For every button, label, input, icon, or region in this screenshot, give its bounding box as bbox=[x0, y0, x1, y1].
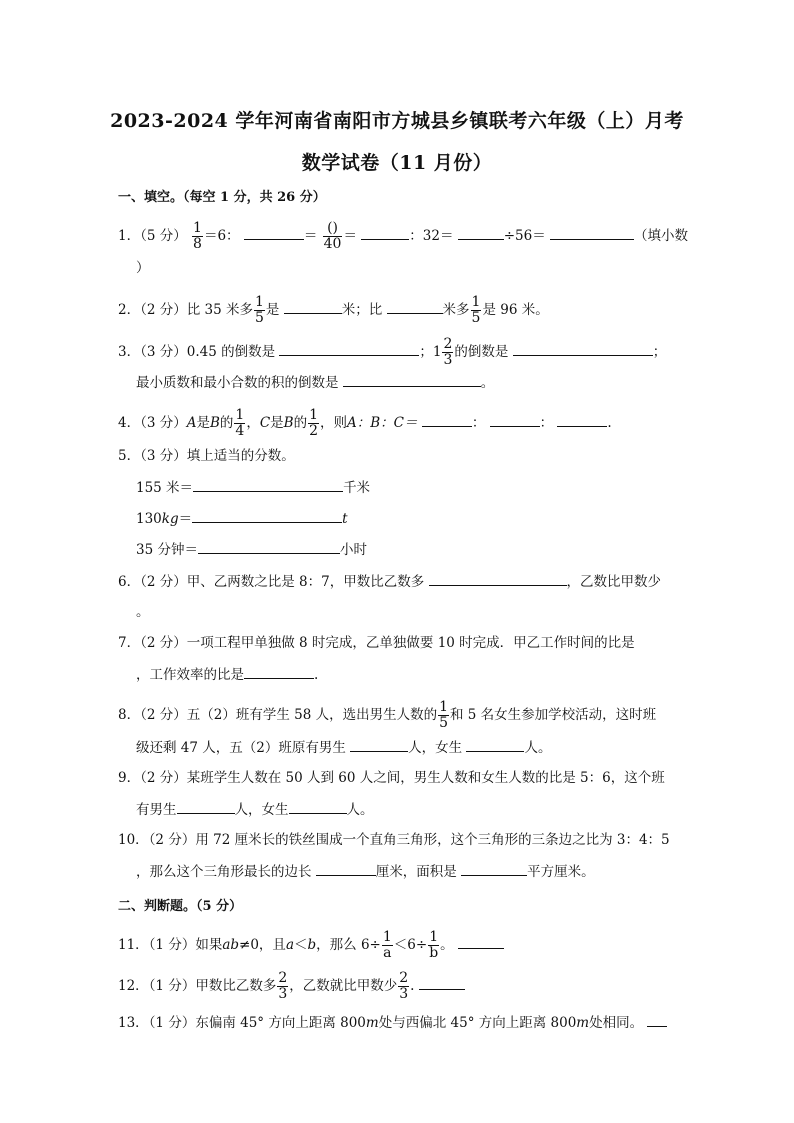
exam-title-line2: 数学试卷（11 月份） bbox=[301, 152, 493, 174]
answer-blank[interactable] bbox=[419, 975, 465, 990]
question-8: 8．（2 分）五（2）班有学生 58 人，选出男生人数的 $\frac{1}{5}$ 和 5 名女生参加学校活动，这时班 bbox=[118, 699, 657, 731]
answer-blank[interactable] bbox=[279, 341, 419, 356]
answer-blank[interactable] bbox=[284, 299, 342, 314]
answer-blank[interactable] bbox=[461, 861, 527, 876]
answer-blank[interactable] bbox=[361, 225, 409, 240]
answer-blank[interactable] bbox=[387, 299, 443, 314]
question-1-cont: ） bbox=[136, 260, 150, 276]
question-11: 11．（1 分）如果ab≠0，且a＜b，那么 6÷ $\frac{1}{a}$ ＜6÷ $\frac{1}{b}$ 。 bbox=[118, 930, 504, 961]
answer-blank[interactable] bbox=[350, 737, 408, 752]
question-6-cont: 。 bbox=[136, 604, 150, 620]
question-7-cont: ，工作效率的比是 . bbox=[136, 664, 318, 685]
question-10-cont: ，那么这个三角形最长的边长 厘米，面积是 平方厘米。 bbox=[136, 861, 595, 882]
answer-blank[interactable] bbox=[422, 412, 472, 427]
question-2: 2．（2 分）比 35 米多 $\frac{1}{5}$ 是 米；比 米多 $\frac{1}{5}$ 是 96 米。 bbox=[118, 294, 549, 326]
question-7: 7．（2 分）一项工程甲单独做 8 时完成，乙单独做要 10 时完成．甲乙工作时间的比是 bbox=[118, 635, 635, 651]
question-score: （5 分） bbox=[140, 228, 187, 244]
question-5-row3: 35 分钟＝ 小时 bbox=[136, 539, 367, 560]
fraction: $\frac{1}{8}$ bbox=[193, 220, 202, 252]
answer-blank[interactable] bbox=[458, 934, 504, 949]
fraction: $\frac{1}{5}$ bbox=[255, 294, 264, 326]
answer-blank[interactable] bbox=[557, 412, 607, 427]
question-8-cont: 级还剩 47 人，五（2）班原有男生 人，女生 人。 bbox=[136, 737, 551, 758]
answer-blank[interactable] bbox=[647, 1012, 667, 1027]
question-1: 1．（5 分） $\frac{1}{8}$ ＝6： ＝ $\frac{()}{40}$ ＝ ：32＝ ÷56＝ （填小数 bbox=[118, 220, 689, 252]
answer-blank[interactable] bbox=[550, 225, 634, 240]
question-13: 13．（1 分）东偏南 45° 方向上距离 800m处与西偏北 45° 方向上距离 800m处相同。 bbox=[118, 1012, 667, 1033]
question-10: 10．（2 分）用 72 厘米长的铁丝围成一个直角三角形，这个三角形的三条边之比为 3：4：5 bbox=[118, 832, 670, 848]
question-5-row2: 130kg＝ t bbox=[136, 508, 348, 529]
question-6: 6．（2 分）甲、乙两数之比是 8：7，甲数比乙数多 ，乙数比甲数少 bbox=[118, 571, 661, 592]
section-fill-in-heading: 一、填空。（每空 1 分，共 26 分） bbox=[118, 190, 326, 205]
question-3: 3．（3 分）0.45 的倒数是 ；1 $\frac{2}{3}$ 的倒数是 ； bbox=[118, 336, 667, 368]
answer-blank[interactable] bbox=[244, 225, 304, 240]
answer-blank[interactable] bbox=[316, 861, 376, 876]
fraction: $\frac{1}{a}$ bbox=[382, 929, 392, 961]
question-number: 1． bbox=[118, 228, 141, 244]
answer-blank[interactable] bbox=[490, 412, 540, 427]
question-4: 4．（3 分）A是B的 $\frac{1}{4}$ ，C是B的 $\frac{1}{2}$ ，则A：B：C＝ ： ： . bbox=[118, 407, 612, 439]
answer-blank[interactable] bbox=[177, 799, 235, 814]
question-9-cont: 有男生 人，女生 人。 bbox=[136, 799, 374, 820]
answer-blank[interactable] bbox=[192, 508, 342, 523]
answer-blank[interactable] bbox=[429, 571, 567, 586]
fraction: $\frac{1}{4}$ bbox=[235, 407, 245, 439]
answer-blank[interactable] bbox=[458, 225, 504, 240]
answer-blank[interactable] bbox=[343, 372, 481, 387]
question-9: 9．（2 分）某班学生人数在 50 人到 60 人之间，男生人数和女生人数的比是 5：6，这个班 bbox=[118, 770, 665, 786]
fraction: $\frac{1}{2}$ bbox=[309, 407, 319, 439]
answer-blank[interactable] bbox=[198, 539, 340, 554]
question-12: 12．（1 分）甲数比乙数多 $\frac{2}{3}$ ，乙数就比甲数少 $\frac{2}{3}$ . bbox=[118, 971, 465, 1002]
answer-blank[interactable] bbox=[193, 477, 343, 492]
section-true-false-heading: 二、判断题。（5 分） bbox=[118, 899, 243, 914]
fraction: $\frac{1}{5}$ bbox=[439, 699, 449, 731]
answer-blank[interactable] bbox=[513, 341, 653, 356]
fraction: $\frac{1}{b}$ bbox=[429, 929, 439, 961]
question-3-cont: 最小质数和最小合数的积的倒数是 。 bbox=[136, 372, 494, 393]
fraction: $\frac{2}{3}$ bbox=[278, 970, 288, 1002]
question-5-row1: 155 米＝ 千米 bbox=[136, 477, 370, 498]
exam-title-line1: 2023-2024 学年河南省南阳市方城县乡镇联考六年级（上）月考 bbox=[110, 110, 684, 132]
fraction: $\frac{2}{3}$ bbox=[443, 336, 453, 368]
answer-blank[interactable] bbox=[289, 799, 347, 814]
answer-blank[interactable] bbox=[466, 737, 524, 752]
fraction: $\frac{()}{40}$ bbox=[323, 220, 342, 252]
fraction: $\frac{1}{5}$ bbox=[471, 294, 481, 326]
question-5: 5．（3 分）填上适当的分数。 bbox=[118, 448, 295, 464]
fraction: $\frac{2}{3}$ bbox=[399, 970, 409, 1002]
answer-blank[interactable] bbox=[244, 664, 314, 679]
